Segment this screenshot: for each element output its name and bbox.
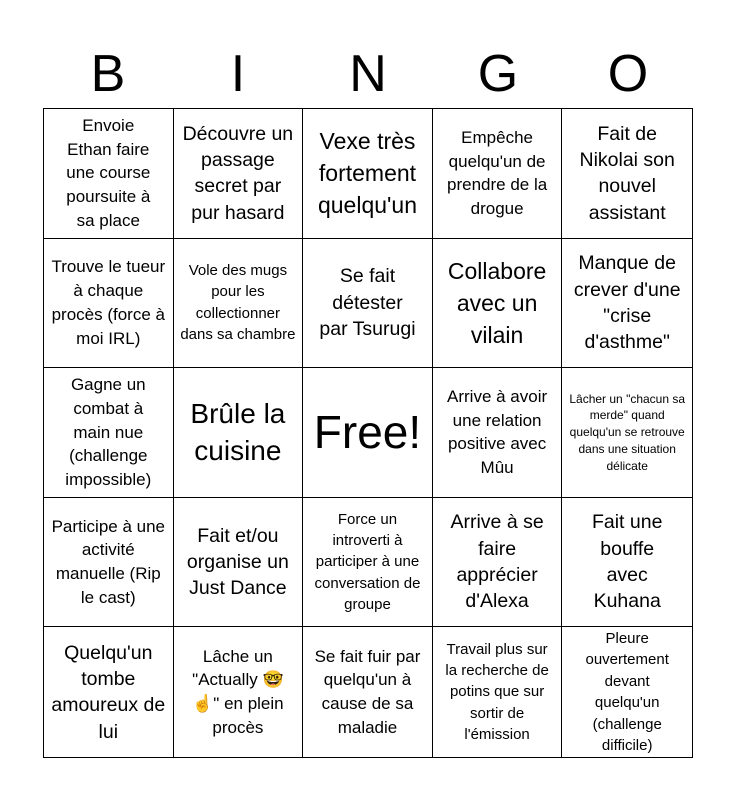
bingo-header (43, 40, 693, 108)
cell-text: Travail plus sur la recherche de potins que sur sortir de l'émission (445, 640, 549, 744)
bingo-cell[interactable] (44, 498, 174, 628)
cell-text: Trouve le tueur à chaque procès (force à moi IRL) (51, 257, 166, 348)
bingo-cell[interactable] (562, 368, 692, 498)
cell-text: Vexe très fortement quelqu'un (317, 128, 418, 219)
bingo-cell[interactable] (303, 239, 433, 369)
header-letter-o: O (607, 45, 649, 103)
bingo-cell[interactable] (562, 239, 692, 369)
cell-text: Lâche un "Actually 🤓☝️" en plein procès (192, 646, 284, 737)
bingo-cell[interactable] (303, 627, 433, 757)
cell-text: Arrive à avoir une relation positive avec Mûu (447, 386, 548, 478)
bingo-cell[interactable] (303, 498, 433, 628)
cell-text: Brûle la cuisine (190, 397, 286, 467)
bingo-cell[interactable] (44, 627, 174, 757)
cell-text: Fait et/ou organise un Just Dance (186, 524, 289, 600)
bingo-cell[interactable] (174, 368, 304, 498)
header-letter-i: I (230, 45, 246, 103)
cell-text: Lâcher un "chacun sa merde" quand quelqu'un se retrouve dans une situation délicate (569, 391, 686, 473)
cell-text: Quelqu'un tombe amoureux de lui (51, 641, 166, 743)
bingo-cell[interactable] (433, 239, 563, 369)
cell-text: Arrive à se faire apprécier d'Alexa (450, 511, 544, 613)
bingo-cell[interactable] (433, 368, 563, 498)
cell-text: Manque de crever d'une "crise d'asthme" (573, 252, 681, 354)
bingo-cell[interactable] (562, 109, 692, 239)
cell-text: Participe à une activité manuelle (Rip le cast) (51, 516, 165, 607)
cell-text: Vole des mugs pour les collectionner dans sa chambre (180, 262, 296, 344)
cell-text: Découvre un passage secret par pur hasard (182, 122, 294, 224)
cell-text: Fait de Nikolai son nouvel assistant (579, 122, 675, 224)
cell-text: Envoie Ethan faire une course poursuite à sa place (66, 115, 151, 230)
bingo-cell[interactable] (562, 498, 692, 628)
cell-text: Collabore avec un vilain (447, 257, 547, 348)
bingo-cell[interactable] (174, 498, 304, 628)
bingo-cell[interactable] (44, 109, 174, 239)
header-letter-g: G (477, 45, 519, 103)
cell-text: Empêche quelqu'un de prendre de la drogue (447, 127, 548, 219)
header-letter-b: B (90, 45, 126, 103)
bingo-cell[interactable] (174, 109, 304, 239)
free-space-text: Free! (313, 405, 422, 458)
bingo-cell[interactable] (433, 109, 563, 239)
bingo-cell[interactable] (303, 109, 433, 239)
free-space[interactable] (303, 368, 433, 498)
cell-text: Se fait détester par Tsurugi (319, 265, 416, 341)
bingo-grid (43, 108, 693, 758)
cell-text: Fait une bouffe avec Kuhana (591, 511, 663, 613)
cell-text: Se fait fuir par quelqu'un à cause de sa maladie (314, 646, 421, 737)
cell-text: Force un introverti à participer à une conversation de groupe (314, 510, 421, 614)
bingo-cell[interactable] (433, 498, 563, 628)
bingo-cell[interactable] (174, 627, 304, 757)
cell-text: Gagne un combat à main nue (challenge impossible) (65, 375, 152, 490)
bingo-cell[interactable] (433, 627, 563, 757)
bingo-cell[interactable] (44, 368, 174, 498)
bingo-cell[interactable] (174, 239, 304, 369)
bingo-cell[interactable] (562, 627, 692, 757)
cell-text: Pleure ouvertement devant quelqu'un (challenge difficile) (585, 629, 669, 755)
header-letter-n: N (349, 45, 387, 103)
bingo-cell[interactable] (44, 239, 174, 369)
